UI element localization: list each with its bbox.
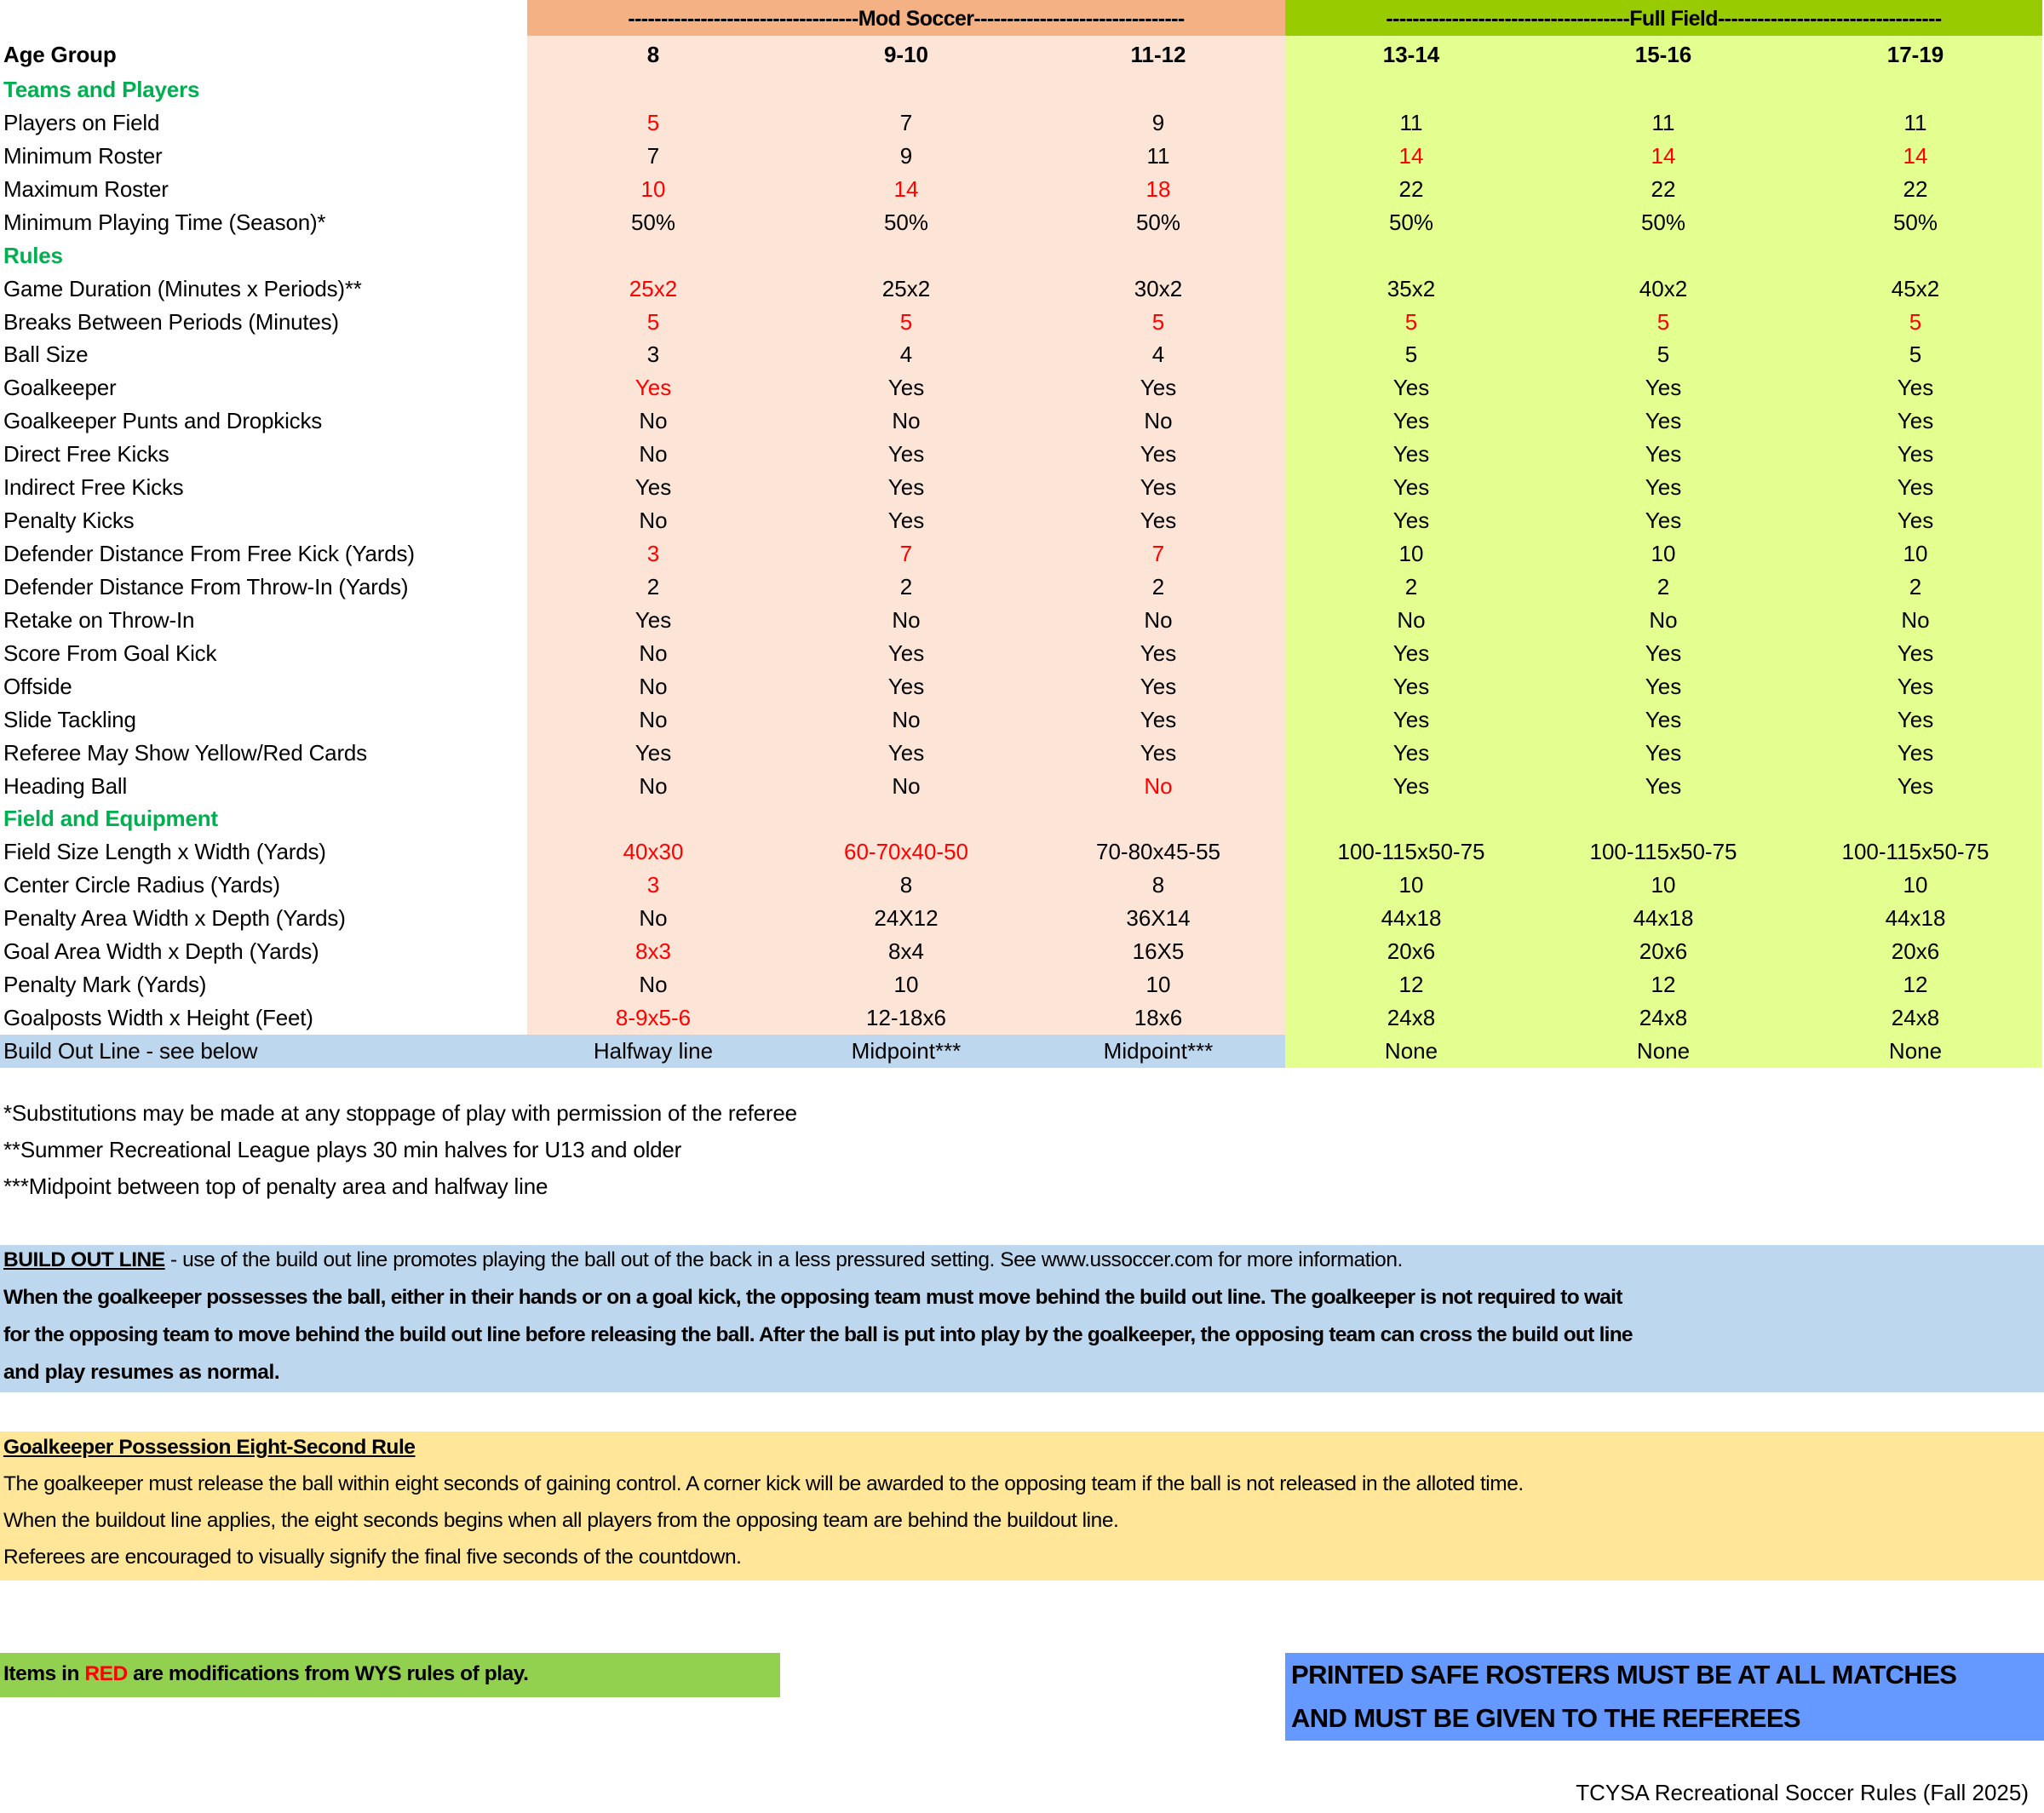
table-cell: 50% [1135, 209, 1181, 235]
eight-second-line-3: Referees are encouraged to visually signify the final five seconds of the countdown. [3, 1546, 742, 1569]
table-cell: Yes [1140, 375, 1177, 401]
table-cell: 11 [1903, 109, 1927, 135]
table-row [0, 902, 2042, 935]
table-cell: Yes [887, 375, 925, 401]
table-cell: 20x6 [1639, 938, 1688, 965]
table-cell: Yes [634, 739, 672, 766]
row-label: Indirect Free Kicks [3, 474, 184, 501]
table-cell: 2 [1909, 573, 1922, 600]
table-cell: Yes [1392, 375, 1430, 401]
table-cell: 18x6 [1134, 1005, 1183, 1031]
table-cell: 40x30 [623, 839, 684, 865]
table-cell: Yes [1897, 508, 1934, 534]
row-label: Goalposts Width x Height (Feet) [3, 1005, 313, 1031]
table-cell: Yes [1392, 772, 1430, 799]
row-label: Maximum Roster [3, 175, 169, 202]
table-cell: Yes [1645, 706, 1682, 732]
build-out-title: BUILD OUT LINE [3, 1248, 165, 1271]
table-row [0, 338, 2042, 371]
table-row [0, 1001, 2042, 1035]
table-cell: 5 [1656, 341, 1670, 368]
red-note-before: Items in [3, 1662, 85, 1685]
full-field-header: -------------------------------------Full Field---------------------------------- [1386, 7, 1942, 31]
table-cell: 14 [1903, 142, 1928, 169]
table-cell: 3 [646, 341, 660, 368]
table-cell: 10 [1903, 872, 1928, 898]
table-cell: Yes [1140, 640, 1177, 666]
table-cell: 60-70x40-50 [844, 839, 968, 865]
table-cell: 20x6 [1891, 938, 1940, 965]
table-cell: 8x3 [635, 938, 671, 965]
table-cell: 12 [1903, 972, 1928, 998]
table-cell: Yes [1392, 673, 1430, 699]
row-label: Field Size Length x Width (Yards) [3, 839, 326, 865]
table-cell: 11 [1146, 142, 1170, 169]
footer-caption: TCYSA Recreational Soccer Rules (Fall 2025) [1576, 1780, 2029, 1805]
table-cell: No [639, 972, 668, 998]
table-cell: Yes [887, 474, 925, 501]
mod-soccer-header: -----------------------------------Mod Soccer-------------------------------- [628, 7, 1185, 31]
table-cell: No [1144, 606, 1173, 633]
table-cell: 12 [1651, 972, 1676, 998]
table-cell: 10 [1651, 872, 1676, 898]
eight-second-line-2: When the buildout line applies, the eight seconds begins when all players from the opposing team are behind the buildout line. [3, 1509, 1119, 1532]
table-cell: No [1901, 606, 1930, 633]
eight-second-line-1: The goalkeeper must release the ball within eight seconds of gaining control. A corner kick will be awarded to the opposing team if the ball is not released in the alloted time. [3, 1472, 1524, 1495]
row-label: Minimum Roster [3, 142, 163, 169]
age-group-header-cell: 15-16 [1634, 42, 1692, 67]
table-cell: 5 [646, 308, 660, 335]
table-cell: Yes [1140, 441, 1177, 468]
table-cell: 8 [1151, 872, 1165, 898]
table-cell: 7 [899, 109, 913, 135]
age-group-header-cell: 13-14 [1382, 42, 1440, 67]
table-cell: 12 [1398, 972, 1424, 998]
table-cell: Yes [1897, 474, 1934, 501]
table-cell: Yes [1897, 408, 1934, 434]
row-label: Penalty Kicks [3, 508, 135, 534]
table-cell: Yes [1392, 739, 1430, 766]
table-row [0, 604, 2042, 637]
table-cell: Yes [1392, 441, 1430, 468]
table-cell: Yes [1645, 375, 1682, 401]
table-row [0, 106, 2042, 140]
table-cell: Yes [1140, 739, 1177, 766]
row-label: Goalkeeper [3, 375, 117, 401]
row-label: Breaks Between Periods (Minutes) [3, 308, 339, 335]
table-row [0, 504, 2042, 537]
table-cell: 14 [893, 175, 919, 202]
table-cell: 2 [1404, 573, 1418, 600]
table-row [0, 670, 2042, 703]
table-cell: Midpoint*** [851, 1037, 962, 1064]
section-row [0, 73, 2042, 106]
table-row [0, 273, 2042, 306]
table-cell: Yes [634, 474, 672, 501]
table-cell: 2 [646, 573, 660, 600]
table-cell: No [639, 673, 668, 699]
table-cell: 5 [1909, 308, 1922, 335]
red-items-note [3, 1662, 528, 1686]
age-group-header-cell: 17-19 [1886, 42, 1944, 67]
build-out-intro-line [3, 1248, 1403, 1272]
table-cell: 5 [1909, 341, 1922, 368]
table-cell: 7 [899, 541, 913, 567]
row-label: Slide Tackling [3, 706, 136, 732]
table-cell: 8 [899, 872, 913, 898]
table-cell: 10 [893, 972, 919, 998]
table-cell: 100-115x50-75 [1337, 839, 1485, 865]
table-cell: Yes [1897, 673, 1934, 699]
table-cell: 50% [883, 209, 929, 235]
section-heading: Teams and Players [3, 77, 200, 102]
table-row [0, 140, 2042, 173]
table-cell: 20x6 [1387, 938, 1436, 965]
table-cell: No [1144, 772, 1173, 799]
row-label: Minimum Playing Time (Season)* [3, 209, 326, 235]
table-cell: 10 [1145, 972, 1171, 998]
table-cell: No [639, 441, 668, 468]
row-label: Offside [3, 673, 72, 699]
row-label: Defender Distance From Free Kick (Yards) [3, 541, 415, 567]
table-cell: None [1636, 1037, 1691, 1064]
roster-notice-line-2: AND MUST BE GIVEN TO THE REFEREES [1291, 1703, 1800, 1733]
table-cell: 40x2 [1639, 275, 1688, 301]
table-cell: 9 [1151, 109, 1165, 135]
table-cell: 4 [1151, 341, 1165, 368]
table-row [0, 637, 2042, 670]
table-cell: 44x18 [1633, 905, 1694, 932]
table-cell: Yes [1897, 706, 1934, 732]
table-row [0, 968, 2042, 1001]
footnote-summer-league: **Summer Recreational League plays 30 min halves for U13 and older [3, 1137, 682, 1162]
table-cell: 10 [1651, 541, 1676, 567]
table-cell: No [1397, 606, 1426, 633]
row-label: Penalty Area Width x Depth (Yards) [3, 905, 346, 932]
table-cell: Halfway line [593, 1037, 714, 1064]
table-row [0, 935, 2042, 968]
table-cell: 4 [899, 341, 913, 368]
table-cell: 8-9x5-6 [615, 1005, 692, 1031]
table-cell: Yes [634, 375, 672, 401]
age-group-header-cell: 8 [646, 42, 660, 67]
table-cell: Yes [1645, 474, 1682, 501]
table-row [0, 1035, 2042, 1068]
section-row [0, 239, 2042, 273]
row-label: Age Group [3, 42, 117, 67]
section-row [0, 802, 2042, 835]
table-cell: 36X14 [1126, 905, 1191, 932]
table-row [0, 206, 2042, 239]
table-cell: Yes [1645, 739, 1682, 766]
age-group-header-cell: 11-12 [1130, 42, 1186, 67]
table-cell: No [639, 640, 668, 666]
row-label: Defender Distance From Throw-In (Yards) [3, 573, 409, 600]
table-cell: 5 [1656, 308, 1670, 335]
row-label: Penalty Mark (Yards) [3, 972, 207, 998]
table-row [0, 703, 2042, 737]
table-cell: 100-115x50-75 [1589, 839, 1737, 865]
table-cell: Yes [1140, 474, 1177, 501]
table-cell: None [1888, 1037, 1943, 1064]
table-cell: 3 [646, 541, 660, 567]
table-cell: No [639, 408, 668, 434]
table-cell: 10 [1903, 541, 1928, 567]
table-cell: 44x18 [1381, 905, 1442, 932]
table-cell: Yes [1645, 441, 1682, 468]
table-cell: 22 [1903, 175, 1928, 202]
table-cell: Yes [1392, 706, 1430, 732]
table-cell: Yes [1645, 640, 1682, 666]
table-cell: 7 [1151, 541, 1165, 567]
table-cell: Yes [1897, 640, 1934, 666]
table-cell: Yes [1392, 408, 1430, 434]
table-cell: 30x2 [1134, 275, 1183, 301]
table-cell: 10 [1398, 872, 1424, 898]
table-cell: 50% [1640, 209, 1686, 235]
section-heading: Field and Equipment [3, 806, 218, 832]
row-label: Direct Free Kicks [3, 441, 169, 468]
table-cell: Yes [1392, 474, 1430, 501]
table-cell: 8x4 [888, 938, 924, 965]
table-cell: 18 [1145, 175, 1171, 202]
table-cell: 2 [1151, 573, 1165, 600]
table-cell: 50% [630, 209, 676, 235]
table-row [0, 306, 2042, 339]
footnote-midpoint: ***Midpoint between top of penalty area and halfway line [3, 1173, 548, 1199]
table-row [0, 371, 2042, 404]
roster-notice-line-1: PRINTED SAFE ROSTERS MUST BE AT ALL MATCHES [1291, 1660, 1957, 1690]
table-cell: 35x2 [1387, 275, 1436, 301]
table-cell: No [639, 706, 668, 732]
row-label: Game Duration (Minutes x Periods)** [3, 275, 362, 301]
table-cell: 11 [1399, 109, 1423, 135]
build-out-rule-line-3: and play resumes as normal. [3, 1361, 280, 1384]
table-cell: 25x2 [629, 275, 678, 301]
table-row [0, 571, 2042, 604]
table-cell: No [892, 772, 921, 799]
table-cell: Yes [887, 640, 925, 666]
table-cell: Yes [1645, 673, 1682, 699]
table-cell: 24X12 [874, 905, 939, 932]
table-cell: No [639, 508, 668, 534]
table-cell: No [639, 905, 668, 932]
table-cell: Yes [887, 673, 925, 699]
footnote-substitutions: *Substitutions may be made at any stoppage of play with permission of the referee [3, 1100, 797, 1126]
table-cell: 10 [1398, 541, 1424, 567]
table-row [0, 438, 2042, 471]
table-cell: 5 [899, 308, 913, 335]
table-cell: 24x8 [1891, 1005, 1940, 1031]
table-row [0, 770, 2042, 803]
table-cell: 5 [1404, 341, 1418, 368]
table-cell: Yes [1645, 508, 1682, 534]
table-cell: 50% [1388, 209, 1434, 235]
table-cell: Yes [887, 441, 925, 468]
build-out-intro: - use of the build out line promotes playing the ball out of the back in a less pressured setting. See www.ussoccer.com for more information. [164, 1248, 1403, 1271]
table-row [0, 869, 2042, 902]
table-cell: 9 [899, 142, 913, 169]
table-cell: 100-115x50-75 [1841, 839, 1989, 865]
table-cell: No [1144, 408, 1173, 434]
table-cell: 14 [1398, 142, 1424, 169]
row-label: Goal Area Width x Depth (Yards) [3, 938, 319, 965]
row-label: Ball Size [3, 341, 89, 368]
table-cell: Yes [1140, 508, 1177, 534]
row-label: Retake on Throw-In [3, 606, 195, 633]
table-row [0, 737, 2042, 770]
table-cell: No [639, 772, 668, 799]
table-cell: Yes [1897, 441, 1934, 468]
table-cell: None [1384, 1037, 1438, 1064]
build-out-rule-line-1: When the goalkeeper possesses the ball, either in their hands or on a goal kick, the opposing team must move behind the build out line. The goalkeeper is not required to wait [3, 1286, 1622, 1309]
eight-second-title: Goalkeeper Possession Eight-Second Rule [3, 1436, 416, 1459]
row-label: Score From Goal Kick [3, 640, 217, 666]
table-cell: 25x2 [881, 275, 931, 301]
table-cell: Yes [887, 508, 925, 534]
table-cell: No [1649, 606, 1678, 633]
age-group-header-cell: 9-10 [883, 42, 929, 67]
row-label: Heading Ball [3, 772, 128, 799]
table-cell: Yes [1645, 772, 1682, 799]
table-cell: 45x2 [1891, 275, 1940, 301]
table-cell: 10 [640, 175, 666, 202]
table-cell: 11 [1651, 109, 1675, 135]
table-row [0, 173, 2042, 206]
table-cell: Yes [1897, 739, 1934, 766]
row-label: Players on Field [3, 109, 160, 135]
table-cell: 50% [1892, 209, 1938, 235]
table-cell: Yes [634, 606, 672, 633]
row-label: Build Out Line - see below [3, 1037, 258, 1064]
table-cell: 5 [1151, 308, 1165, 335]
red-note-after: are modifications from WYS rules of play. [127, 1662, 529, 1685]
table-cell: Yes [1645, 408, 1682, 434]
table-cell: No [892, 408, 921, 434]
table-cell: Yes [1140, 673, 1177, 699]
table-cell: Yes [1392, 508, 1430, 534]
table-cell: 22 [1398, 175, 1424, 202]
table-cell: No [892, 706, 921, 732]
age-group-row [0, 36, 2042, 73]
row-label: Center Circle Radius (Yards) [3, 872, 280, 898]
table-row [0, 404, 2042, 438]
table-cell: Yes [1392, 640, 1430, 666]
table-cell: 22 [1651, 175, 1676, 202]
row-label: Goalkeeper Punts and Dropkicks [3, 408, 323, 434]
table-cell: 44x18 [1885, 905, 1946, 932]
table-cell: 3 [646, 872, 660, 898]
table-cell: 14 [1651, 142, 1676, 169]
table-cell: 5 [646, 109, 660, 135]
table-cell: 7 [646, 142, 660, 169]
table-cell: Yes [1897, 772, 1934, 799]
build-out-rule-line-2: for the opposing team to move behind the build out line before releasing the ball. After the ball is put into play by the goalkeeper, the opposing team can cross the build out line [3, 1323, 1633, 1346]
table-cell: 16X5 [1132, 938, 1185, 965]
table-cell: 24x8 [1387, 1005, 1436, 1031]
table-cell: 12-18x6 [866, 1005, 946, 1031]
section-heading: Rules [3, 242, 63, 268]
table-cell: Yes [1140, 706, 1177, 732]
table-row [0, 835, 2042, 869]
red-note-keyword: RED [84, 1662, 128, 1685]
table-cell: 70-80x45-55 [1096, 839, 1220, 865]
table-cell: Yes [1897, 375, 1934, 401]
table-cell: No [892, 606, 921, 633]
row-label: Referee May Show Yellow/Red Cards [3, 739, 367, 766]
table-cell: 2 [1656, 573, 1670, 600]
table-cell: 2 [899, 573, 913, 600]
table-row [0, 537, 2042, 571]
table-cell: 5 [1404, 308, 1418, 335]
table-cell: Midpoint*** [1103, 1037, 1214, 1064]
table-cell: 24x8 [1639, 1005, 1688, 1031]
table-row [0, 471, 2042, 504]
table-cell: Yes [887, 739, 925, 766]
